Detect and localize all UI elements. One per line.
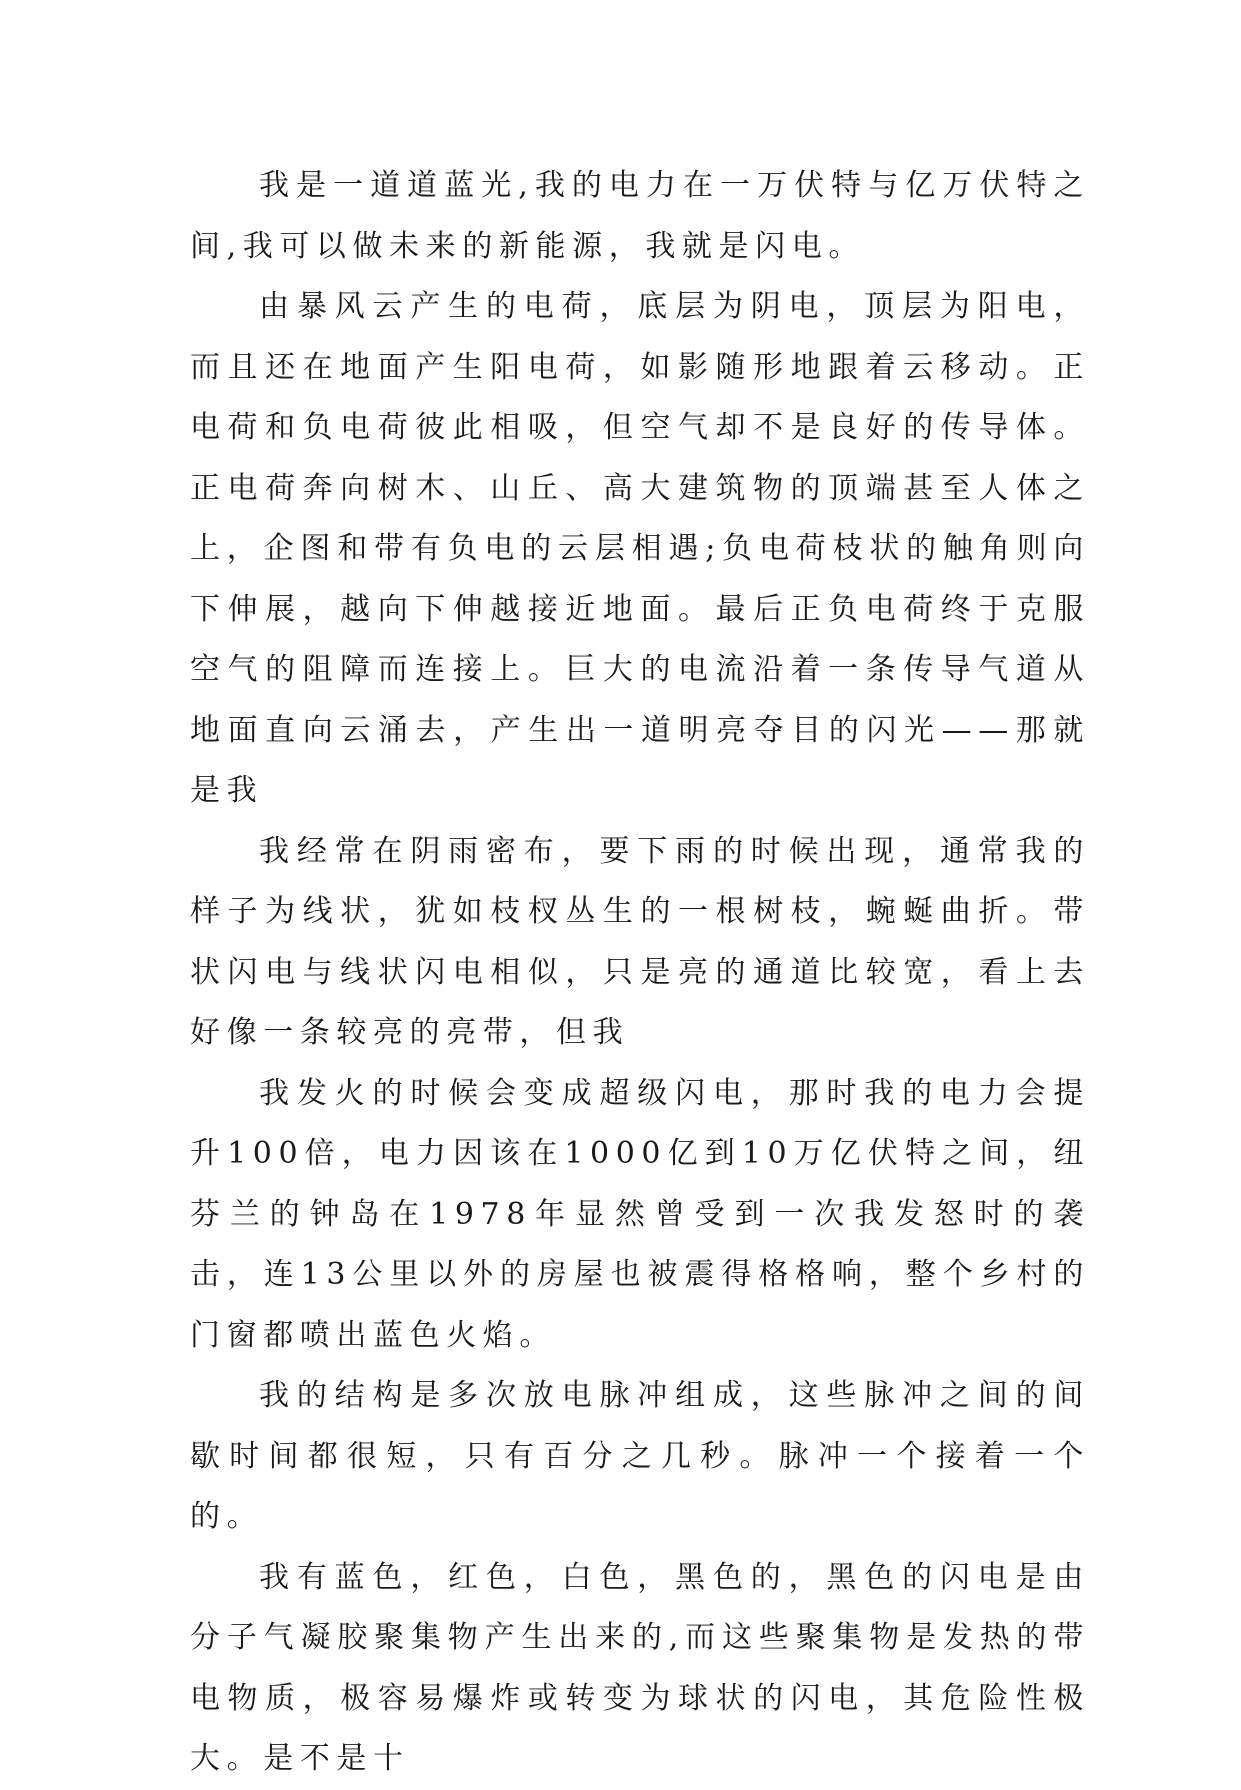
document-body (190, 156, 1090, 1790)
paragraph-5: 我的结构是多次放电脉冲组成，这些脉冲之间的间歇时间都很短，只有百分之几秒。脉冲一个接着一个的。 (190, 1378, 1090, 1534)
paragraph-3: 我经常在阴雨密布，要下雨的时候出现，通常我的样子为线状，犹如枝杈丛生的一根树枝，蜿蜒曲折。带状闪电与线状闪电相似，只是亮的通道比较宽，看上去好像一条较亮的亮带，但我 (190, 833, 1090, 1050)
paragraph-4: 我发火的时候会变成超级闪电，那时我的电力会提升100倍，电力因该在1000亿到10万亿伏特之间，纽芬兰的钟岛在1978年显然曾受到一次我发怒时的袭击，连13公里以外的房屋也被震得格格响，整个乡村的门窗都喷出蓝色火焰。 (190, 1075, 1090, 1353)
paragraph-6: 我有蓝色，红色，白色，黑色的，黑色的闪电是由分子气凝胶聚集物产生出来的,而这些聚集物是发热的带电物质，极容易爆炸或转变为球状的闪电，其危险性极大。是不是十 (190, 1559, 1090, 1776)
paragraph-1: 我是一道道蓝光,我的电力在一万伏特与亿万伏特之间,我可以做未来的新能源，我就是闪电。 (190, 168, 1090, 264)
paragraph-2: 由暴风云产生的电荷，底层为阴电，顶层为阳电，而且还在地面产生阳电荷，如影随形地跟着云移动。正电荷和负电荷彼此相吸，但空气却不是良好的传导体。正电荷奔向树木、山丘、高大建筑物的顶端甚至人体之上，企图和带有负电的云层相遇;负电荷枝状的触角则向下伸展，越向下伸越接近地面。最后正负电荷终于克服空气的阻障而连接上。巨大的电流沿着一条传导气道从地面直向云涌去，产生出一道明亮夺目的闪光——那就是我 (190, 289, 1090, 808)
